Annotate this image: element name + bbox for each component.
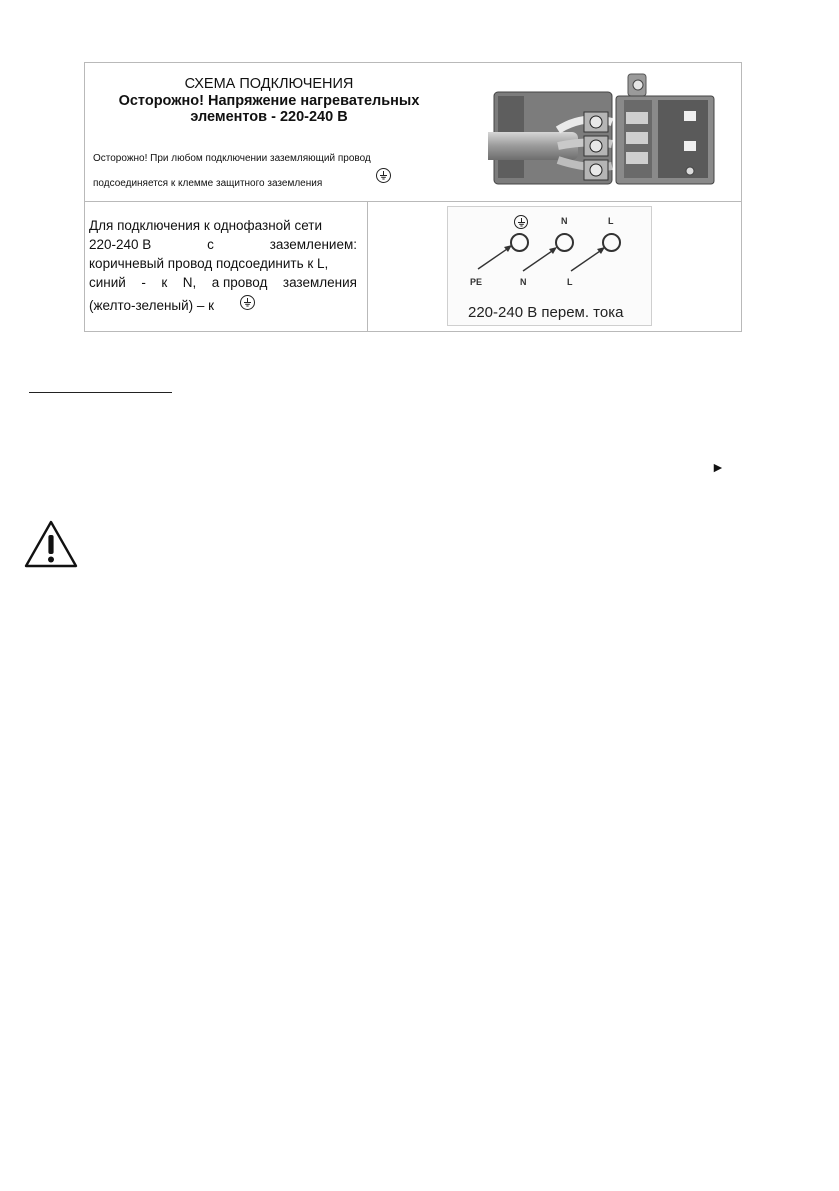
terminal-arrows — [448, 207, 653, 302]
table-divider-horizontal — [85, 201, 741, 202]
earth-ground-icon — [240, 295, 255, 310]
voltage-warning-line2: элементов - 220-240 В — [190, 109, 348, 125]
instruction-line — [89, 235, 357, 254]
warning-triangle-icon — [23, 518, 79, 570]
terminal-diagram — [447, 206, 652, 326]
instruction-line: коричневый провод подсоединить к L, — [89, 256, 329, 271]
terminal-label-bottom-n: N — [520, 277, 527, 287]
connection-instructions — [89, 216, 357, 315]
grounding-note-line2: подсоединяется к клемме защитного заземления — [93, 178, 323, 189]
instruction-word: а провод — [211, 275, 268, 290]
terminal-label-top-n: N — [561, 216, 568, 226]
instruction-word: - — [141, 275, 146, 290]
instruction-word: (желто-зеленый) – к — [89, 298, 215, 313]
instruction-line: Для подключения к однофазной сети — [89, 218, 322, 233]
instruction-line — [89, 296, 357, 315]
voltage-warning-line1: Осторожно! Напряжение нагревательных — [118, 93, 420, 109]
instruction-word: к — [161, 275, 168, 290]
instruction-word: заземления — [282, 275, 357, 290]
instruction-word: 220-240 В — [89, 237, 152, 252]
voltage-caption: 220-240 В перем. тока — [468, 304, 624, 321]
instruction-word: синий — [89, 275, 126, 290]
earth-ground-icon — [376, 168, 391, 183]
table-divider-vertical — [367, 201, 368, 331]
grounding-note-line1: Осторожно! При любом подключении заземляющий провод — [93, 153, 371, 164]
terminal-label-bottom-pe: PE — [470, 277, 483, 287]
instruction-line — [89, 273, 357, 292]
footnote-rule — [29, 392, 172, 393]
terminal-label-top-l: L — [608, 216, 614, 226]
connection-scheme-table — [84, 62, 742, 332]
terminal-block-photo — [488, 66, 720, 196]
play-arrow-icon: ► — [711, 459, 725, 475]
instruction-word: N, — [182, 275, 197, 290]
terminal-label-bottom-l: L — [567, 277, 573, 287]
scheme-title: СХЕМА ПОДКЛЮЧЕНИЯ — [184, 76, 354, 92]
instruction-word: с — [207, 237, 214, 252]
instruction-word: заземлением: — [269, 237, 357, 252]
